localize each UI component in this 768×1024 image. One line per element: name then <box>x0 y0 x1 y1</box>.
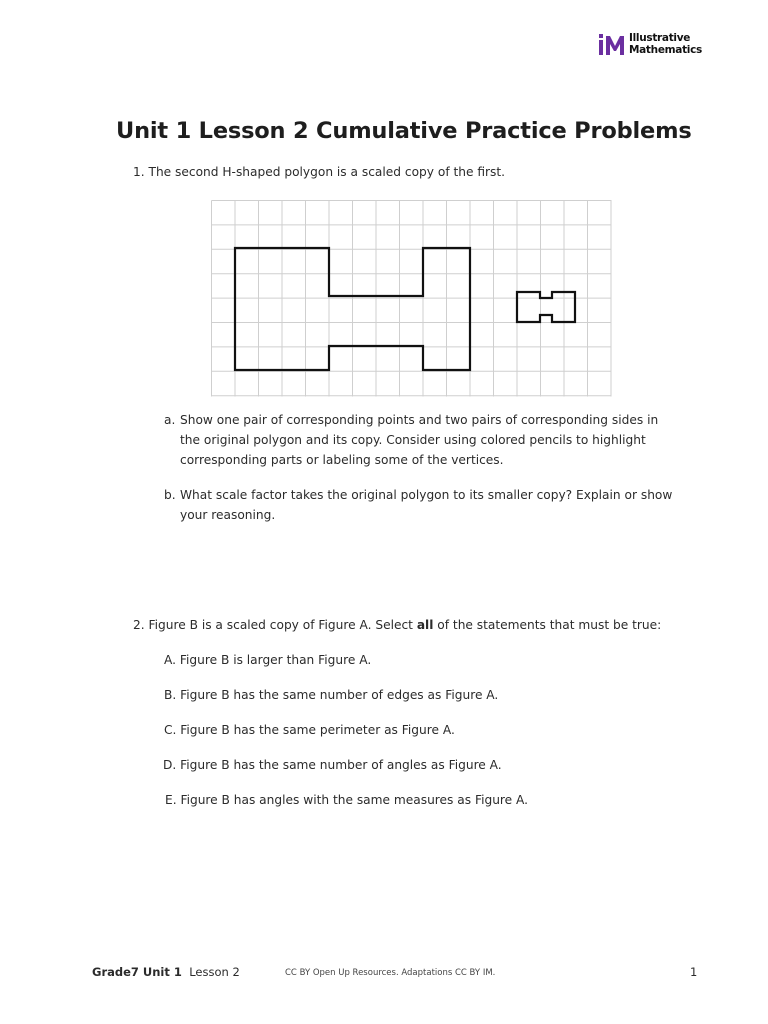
problem-2-stem-before: 2. Figure B is a scaled copy of Figure A. Select <box>133 618 417 632</box>
page-title: Unit 1 Lesson 2 Cumulative Practice Problems <box>116 118 692 144</box>
h-polygon-figure <box>211 200 612 402</box>
part-a-label: a. <box>164 413 176 427</box>
footer-lesson: Lesson 2 <box>189 965 240 979</box>
illustrative-mathematics-logo <box>598 32 708 58</box>
problem-1-part-a <box>164 410 694 472</box>
problem-2-option-d: D. Figure B has the same number of angles as Figure A. <box>163 758 502 772</box>
footer-page-number: 1 <box>690 965 698 979</box>
problem-2-option-a: A. Figure B is larger than Figure A. <box>164 653 372 667</box>
logo-line-1: Illustrative <box>629 32 691 44</box>
footer-grade-unit-lesson <box>92 965 240 979</box>
problem-2-stem-bold: all <box>416 618 434 632</box>
problem-2-option-e: E. Figure B has angles with the same measures as Figure A. <box>165 793 529 807</box>
logo-wordmark <box>629 33 702 56</box>
part-b-text: What scale factor takes the original polygon to its smaller copy? Explain or show your reasoning. <box>180 488 673 522</box>
logo-line-2: Mathematics <box>629 43 702 56</box>
part-a-text: Show one pair of corresponding points and two pairs of corresponding sides in the original polygon and its copy. Consider using colored pencils to highlight corresponding parts or labeling some of the vertices. <box>180 413 659 467</box>
grid-diagram <box>211 200 612 397</box>
part-b-label: b. <box>164 488 176 502</box>
im-logo-icon <box>598 34 626 56</box>
problem-1-part-b <box>164 485 694 527</box>
scaled-h-polygon-copy <box>517 292 575 322</box>
problem-1-stem: 1. The second H-shaped polygon is a scaled copy of the first. <box>133 165 506 179</box>
footer-license: CC BY Open Up Resources. Adaptations CC BY IM. <box>285 968 496 978</box>
problem-2-stem <box>133 615 661 635</box>
problem-2-stem-after: of the statements that must be true: <box>433 618 662 632</box>
problem-2-option-c: C. Figure B has the same perimeter as Figure A. <box>164 723 455 737</box>
problem-2-option-b: B. Figure B has the same number of edges as Figure A. <box>164 688 499 702</box>
footer-grade-unit: Grade7 Unit 1 <box>92 965 182 979</box>
